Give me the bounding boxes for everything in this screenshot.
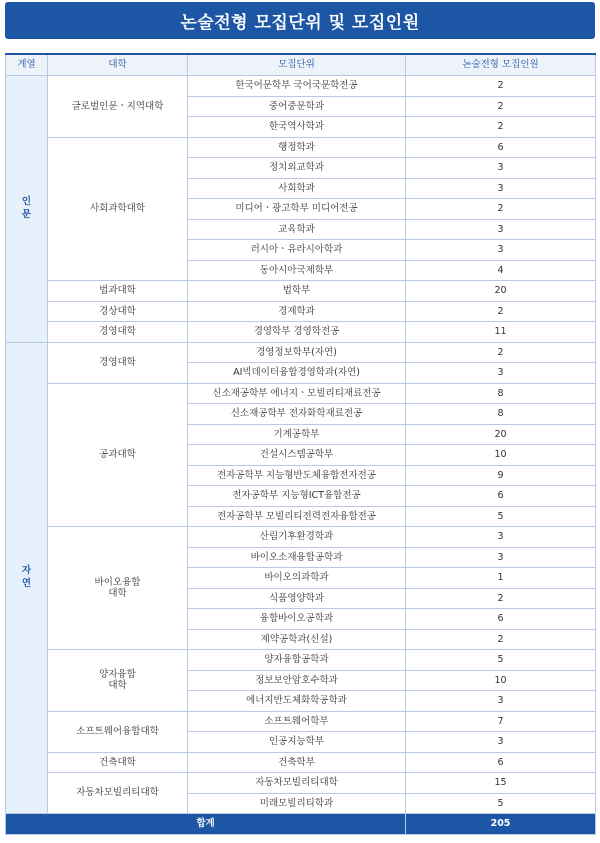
unit-cell: 인공지능학부 — [188, 732, 406, 753]
table-row — [6, 301, 596, 322]
table-row — [6, 322, 596, 343]
college-cell: 글로벌인문ㆍ지역대학 — [48, 76, 188, 138]
quota-cell: 6 — [406, 609, 596, 630]
quota-cell: 6 — [406, 137, 596, 158]
college-cell: 사회과학대학 — [48, 137, 188, 281]
unit-cell: 중어중문학과 — [188, 96, 406, 117]
college-cell: 경영대학 — [48, 342, 188, 383]
unit-cell: 건축학부 — [188, 752, 406, 773]
table-row — [6, 76, 596, 97]
quota-cell: 2 — [406, 117, 596, 138]
quota-cell: 2 — [406, 342, 596, 363]
quota-cell: 8 — [406, 404, 596, 425]
quota-cell: 3 — [406, 178, 596, 199]
unit-cell: 법학부 — [188, 281, 406, 302]
table-row — [6, 342, 596, 363]
college-cell: 자동차모빌리티대학 — [48, 773, 188, 814]
total-label: 합계 — [6, 814, 406, 835]
unit-cell: 정보보안암호수학과 — [188, 670, 406, 691]
unit-cell: 정치외교학과 — [188, 158, 406, 179]
table-row — [6, 650, 596, 671]
table-row — [6, 527, 596, 548]
unit-cell: 한국어문학부 국어국문학전공 — [188, 76, 406, 97]
college-cell: 경영대학 — [48, 322, 188, 343]
table-row — [6, 281, 596, 302]
unit-cell: 건설시스템공학부 — [188, 445, 406, 466]
unit-cell: 제약공학과(신설) — [188, 629, 406, 650]
header-college: 대학 — [48, 54, 188, 76]
table-row — [6, 752, 596, 773]
quota-cell: 6 — [406, 752, 596, 773]
quota-cell: 3 — [406, 219, 596, 240]
table-row — [6, 137, 596, 158]
unit-cell: 사회학과 — [188, 178, 406, 199]
unit-cell: 교육학과 — [188, 219, 406, 240]
quota-cell: 3 — [406, 240, 596, 261]
quota-cell: 2 — [406, 96, 596, 117]
unit-cell: 자동차모빌리티대학 — [188, 773, 406, 794]
unit-cell: 식품영양학과 — [188, 588, 406, 609]
admission-quota-table — [5, 53, 596, 835]
unit-cell: 융합바이오공학과 — [188, 609, 406, 630]
unit-cell: 에너지반도체화학공학과 — [188, 691, 406, 712]
table-row — [6, 711, 596, 732]
college-cell: 법과대학 — [48, 281, 188, 302]
unit-cell: 경영학부 경영학전공 — [188, 322, 406, 343]
header-category: 계열 — [6, 54, 48, 76]
unit-cell: 경제학과 — [188, 301, 406, 322]
quota-cell: 2 — [406, 629, 596, 650]
total-value: 205 — [406, 814, 596, 835]
table-header-row — [6, 54, 596, 76]
quota-cell: 3 — [406, 547, 596, 568]
unit-cell: 미래모빌리티학과 — [188, 793, 406, 814]
quota-cell: 8 — [406, 383, 596, 404]
quota-cell: 3 — [406, 158, 596, 179]
unit-cell: 신소재공학부 전자화학재료전공 — [188, 404, 406, 425]
quota-cell: 1 — [406, 568, 596, 589]
unit-cell: 기계공학부 — [188, 424, 406, 445]
unit-cell: 동아시아국제학부 — [188, 260, 406, 281]
quota-cell: 2 — [406, 199, 596, 220]
college-cell: 건축대학 — [48, 752, 188, 773]
unit-cell: 한국역사학과 — [188, 117, 406, 138]
header-unit: 모집단위 — [188, 54, 406, 76]
table-row — [6, 383, 596, 404]
unit-cell: 소프트웨어학부 — [188, 711, 406, 732]
unit-cell: 전자공학부 지능형ICT융합전공 — [188, 486, 406, 507]
quota-cell: 2 — [406, 301, 596, 322]
quota-cell: 3 — [406, 691, 596, 712]
unit-cell: 행정학과 — [188, 137, 406, 158]
quota-cell: 2 — [406, 76, 596, 97]
college-cell: 양자융합 대학 — [48, 650, 188, 712]
college-cell: 바이오융합 대학 — [48, 527, 188, 650]
quota-cell: 9 — [406, 465, 596, 486]
quota-cell: 3 — [406, 732, 596, 753]
college-cell: 소프트웨어융합대학 — [48, 711, 188, 752]
category-cell: 자 연 — [6, 342, 48, 814]
quota-cell: 10 — [406, 670, 596, 691]
quota-cell: 20 — [406, 281, 596, 302]
quota-cell: 3 — [406, 527, 596, 548]
unit-cell: 양자융합공학과 — [188, 650, 406, 671]
header-quota: 논술전형 모집인원 — [406, 54, 596, 76]
quota-cell: 2 — [406, 588, 596, 609]
unit-cell: 러시아ㆍ유라시아학과 — [188, 240, 406, 261]
quota-cell: 5 — [406, 793, 596, 814]
page-title: 논술전형 모집단위 및 모집인원 — [180, 13, 420, 33]
unit-cell: 전자공학부 지능형반도체융합전자전공 — [188, 465, 406, 486]
quota-cell: 6 — [406, 486, 596, 507]
unit-cell: 전자공학부 모빌리티전력전자융합전공 — [188, 506, 406, 527]
quota-cell: 10 — [406, 445, 596, 466]
quota-cell: 15 — [406, 773, 596, 794]
quota-cell: 3 — [406, 363, 596, 384]
page-title-banner — [5, 2, 595, 39]
quota-cell: 11 — [406, 322, 596, 343]
quota-cell: 4 — [406, 260, 596, 281]
unit-cell: 경영정보학부(자연) — [188, 342, 406, 363]
category-cell: 인 문 — [6, 76, 48, 343]
quota-cell: 5 — [406, 650, 596, 671]
college-cell: 경상대학 — [48, 301, 188, 322]
unit-cell: 바이오소재융합공학과 — [188, 547, 406, 568]
unit-cell: 바이오의과학과 — [188, 568, 406, 589]
quota-cell: 7 — [406, 711, 596, 732]
table-row — [6, 773, 596, 794]
college-cell: 공과대학 — [48, 383, 188, 527]
quota-cell: 20 — [406, 424, 596, 445]
unit-cell: 산림기후환경학과 — [188, 527, 406, 548]
quota-cell: 5 — [406, 506, 596, 527]
unit-cell: 신소재공학부 에너지ㆍ모빌리티재료전공 — [188, 383, 406, 404]
unit-cell: AI빅데이터융합경영학과(자연) — [188, 363, 406, 384]
unit-cell: 미디어ㆍ광고학부 미디어전공 — [188, 199, 406, 220]
table-body — [6, 76, 596, 814]
total-row — [6, 814, 596, 835]
